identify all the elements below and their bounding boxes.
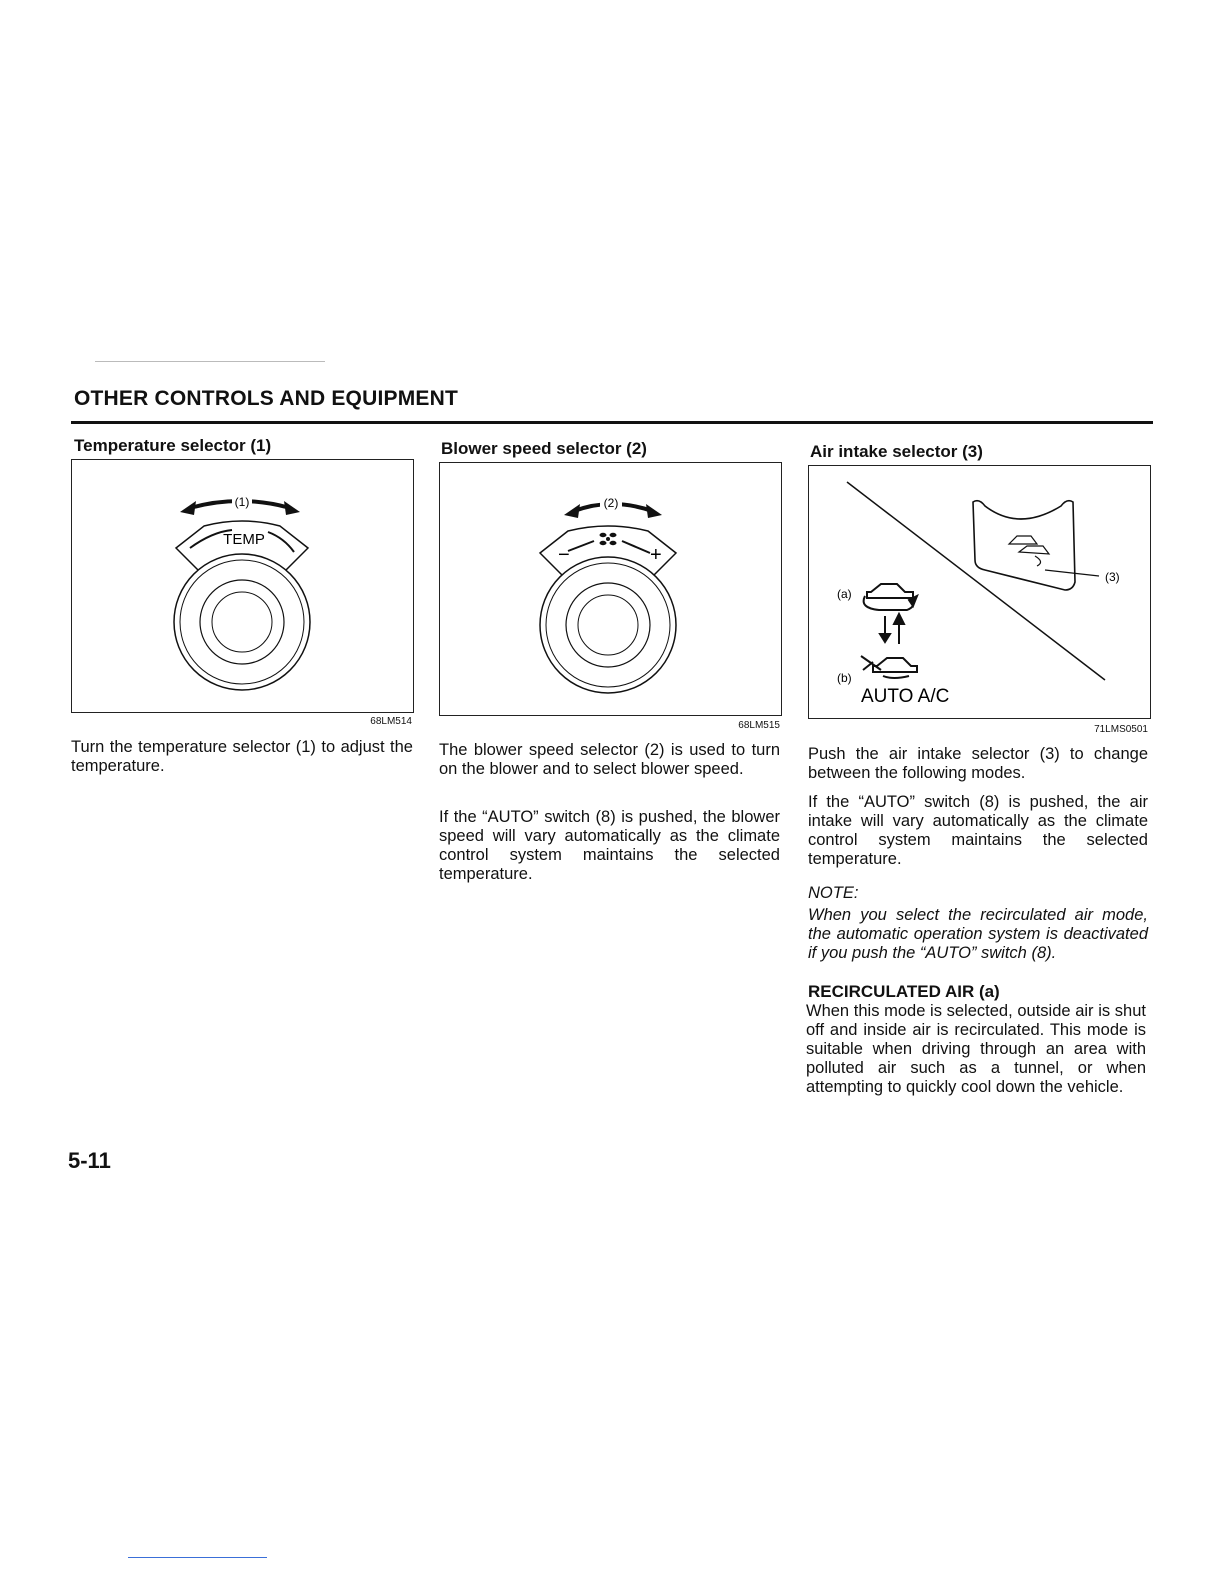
header-rule bbox=[71, 421, 1153, 424]
temperature-figure-code: 68LM514 bbox=[370, 716, 412, 727]
temperature-selector-title: Temperature selector (1) bbox=[74, 436, 272, 455]
temperature-dial-illustration bbox=[72, 460, 415, 714]
blower-minus-label: − bbox=[558, 544, 570, 566]
mode-b-label: (b) bbox=[837, 671, 852, 685]
note-label: NOTE: bbox=[808, 884, 859, 902]
bottom-underline-artifact bbox=[128, 1557, 267, 1558]
switch-arrows-icon bbox=[880, 614, 904, 644]
temperature-selector-figure bbox=[71, 459, 414, 713]
auto-ac-label: AUTO A/C bbox=[861, 686, 950, 707]
note-text: When you select the recirculated air mode, the automatic operation system is deactivated if you push the “AUTO” switch (8). bbox=[808, 906, 1148, 962]
page-header-title: OTHER CONTROLS AND EQUIPMENT bbox=[74, 387, 458, 410]
blower-speed-selector-title: Blower speed selector (2) bbox=[441, 439, 647, 458]
air-intake-figure-code: 71LMS0501 bbox=[1094, 724, 1148, 735]
air-intake-body-text-1: Push the air intake selector (3) to change between the following modes. bbox=[808, 745, 1148, 782]
blower-callout-label: (2) bbox=[603, 496, 619, 510]
blower-body-text-1: The blower speed selector (2) is used to turn on the blower and to select blower speed. bbox=[439, 741, 780, 778]
scan-artifact bbox=[95, 361, 325, 362]
blower-figure-code: 68LM515 bbox=[738, 720, 780, 731]
mode-a-label: (a) bbox=[837, 587, 852, 601]
air-intake-body-text-2: If the “AUTO” switch (8) is pushed, the air intake will vary automatically as the climate control system maintains the selected temperature. bbox=[808, 793, 1148, 868]
temperature-dial-label: TEMP bbox=[223, 531, 265, 548]
recirculated-air-body-text: When this mode is selected, outside air is shut off and inside air is recirculated. This mode is suitable when driving through an area with polluted air such as a tunnel, or when attempting to quickly cool down the vehicle. bbox=[806, 1002, 1146, 1096]
air-intake-selector-title: Air intake selector (3) bbox=[810, 442, 983, 461]
air-intake-selector-figure bbox=[808, 465, 1151, 719]
temperature-callout-label: (1) bbox=[234, 495, 250, 509]
recirculated-air-icon bbox=[864, 584, 917, 610]
blower-speed-selector-figure bbox=[439, 462, 782, 716]
air-intake-callout-label: (3) bbox=[1105, 570, 1120, 584]
blower-plus-label: + bbox=[650, 544, 662, 566]
fresh-air-icon bbox=[861, 656, 917, 678]
air-intake-illustration bbox=[809, 466, 1152, 720]
blower-body-text-2: If the “AUTO” switch (8) is pushed, the blower speed will vary automatically as the climate control system maintains the selected temperature. bbox=[439, 808, 780, 883]
page-number: 5-11 bbox=[68, 1148, 111, 1173]
temperature-body-text: Turn the temperature selector (1) to adjust the temperature. bbox=[71, 738, 413, 775]
blower-dial-illustration bbox=[440, 463, 783, 717]
recirculated-air-subhead: RECIRCULATED AIR (a) bbox=[808, 982, 1000, 1001]
